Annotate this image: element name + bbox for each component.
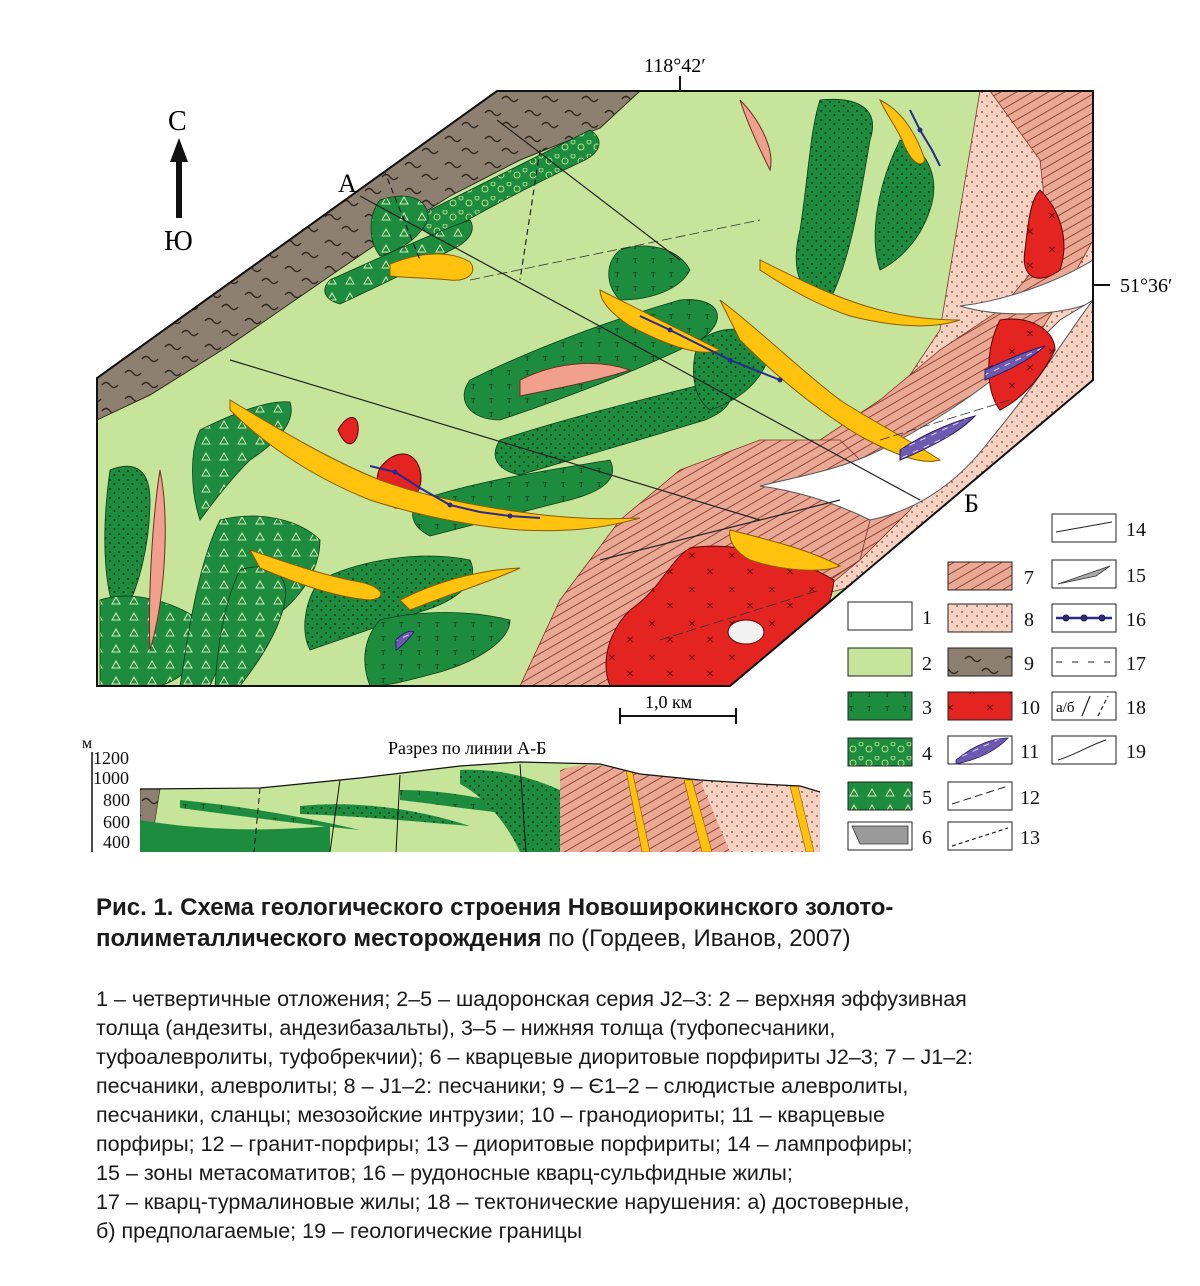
section-axis (93, 748, 130, 852)
svg-text:4: 4 (922, 743, 932, 765)
svg-text:8: 8 (1024, 609, 1034, 631)
longitude-label: 118°42′ (644, 55, 706, 77)
svg-text:3: 3 (922, 697, 932, 719)
north-arrow-icon (170, 138, 188, 218)
legend-line: туфоалевролиты, туфобрекчии); 6 – кварцевые диоритовые порфириты J2–3; 7 – J1–2: (96, 1045, 974, 1069)
svg-text:5: 5 (922, 787, 932, 809)
legend-swatch-7 (948, 562, 1012, 590)
section-title: Разрез по линии А-Б (388, 738, 547, 758)
legend-swatch-15 (1052, 560, 1116, 588)
legend-line: песчаники, алевролиты; 8 – J1–2: песчаники; 9 – Є1–2 – слюдистые алевролиты, (96, 1074, 909, 1098)
legend-line: порфиры; 12 – гранит-порфиры; 13 – диоритовые порфириты; 14 – лампрофиры; (96, 1132, 913, 1156)
legend-swatch-14 (1052, 514, 1116, 542)
svg-text:600: 600 (103, 812, 130, 832)
cross-section (82, 735, 820, 855)
south-label: Ю (164, 226, 193, 257)
svg-text:13: 13 (1020, 827, 1040, 849)
scale-label: 1,0 км (645, 692, 693, 712)
legend-line: 15 – зоны метасоматитов; 16 – рудоносные кварц-сульфидные жилы; (96, 1161, 793, 1185)
legend-line: толща (андезиты, андезибазальты), 3–5 – нижняя толща (туфопесчаники, (96, 1016, 836, 1040)
legend-swatch-4 (848, 738, 912, 766)
legend-swatch-12 (948, 782, 1012, 810)
figure-caption (96, 892, 1136, 954)
legend-swatch-19 (1052, 736, 1116, 764)
legend-swatch-2 (848, 648, 912, 676)
svg-text:12: 12 (1020, 787, 1040, 809)
svg-text:2: 2 (922, 653, 932, 675)
legend-swatch-3 (848, 692, 912, 720)
caption-source: по (Гордеев, Иванов, 2007) (541, 925, 851, 952)
legend-swatch-9 (948, 648, 1012, 676)
svg-text:9: 9 (1024, 653, 1034, 675)
legend-swatch-13 (948, 822, 1012, 850)
legend-line: б) предполагаемые; 19 – геологические границы (96, 1219, 583, 1243)
legend-line: 1 – четвертичные отложения; 2–5 – шадоронская серия J2–3: 2 – верхняя эффузивная (96, 987, 967, 1011)
section-unit: м (82, 735, 93, 752)
caption-title: Рис. 1. Схема геологического строения Новоширокинского золото-полиметаллического месторождения (96, 894, 894, 952)
legend-swatch-5 (848, 782, 912, 810)
svg-text:15: 15 (1126, 565, 1146, 587)
section-start-label: А (338, 169, 357, 198)
legend-line: 17 – кварц-турмалиновые жилы; 18 – тектонические нарушения: а) достоверные, (96, 1190, 910, 1214)
latitude-label: 51°36′ (1120, 275, 1173, 297)
legend-swatch-8 (948, 604, 1012, 632)
svg-text:19: 19 (1126, 741, 1146, 763)
svg-text:1200: 1200 (93, 748, 129, 768)
legend-swatch-1 (848, 602, 912, 630)
svg-text:14: 14 (1126, 519, 1146, 541)
legend-18-symbol: а/б (1056, 700, 1075, 716)
legend-line: песчаники, сланцы; мезозойские интрузии; 10 – гранодиориты; 11 – кварцевые (96, 1103, 885, 1127)
svg-text:7: 7 (1024, 567, 1034, 589)
svg-text:11: 11 (1020, 741, 1040, 763)
svg-text:10: 10 (1020, 697, 1040, 719)
svg-text:6: 6 (922, 827, 932, 849)
legend-description (96, 985, 1156, 1246)
svg-text:800: 800 (103, 790, 130, 810)
north-label: С (168, 106, 187, 137)
svg-text:16: 16 (1126, 609, 1146, 631)
legend-boxes (848, 514, 1116, 850)
scale-bar (620, 692, 736, 724)
svg-text:1000: 1000 (93, 768, 129, 788)
svg-text:400: 400 (103, 832, 130, 852)
svg-text:1: 1 (922, 607, 932, 629)
section-end-label: Б (964, 489, 979, 518)
svg-text:17: 17 (1126, 653, 1146, 675)
north-arrow (164, 106, 193, 257)
granodiorite-inlier (728, 620, 764, 644)
svg-text:18: 18 (1126, 697, 1146, 719)
legend-swatch-10 (948, 692, 1012, 720)
